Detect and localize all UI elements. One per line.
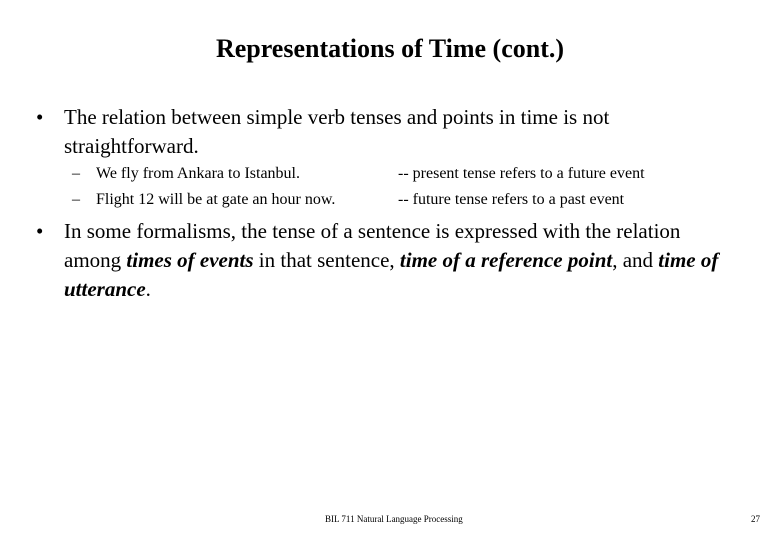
text-run: .: [145, 277, 151, 301]
emphasis-time-of-utterance: time of utterance: [64, 248, 719, 301]
sub-item-marker: –: [72, 165, 80, 182]
sub-item-example: Flight 12 will be at gate an hour now.: [96, 191, 336, 208]
emphasis-times-of-events: times of events: [126, 248, 254, 272]
footer-text: BIL 711 Natural Language Processing: [325, 514, 463, 524]
bullet-item-1: [36, 103, 736, 161]
bullet-text: [64, 217, 736, 304]
bullet-item-2: [36, 217, 736, 304]
page-title: Representations of Time (cont.): [215, 34, 565, 63]
emphasis-time-of-reference-point: time of a reference point: [399, 248, 613, 272]
page-number: 27: [751, 514, 760, 524]
sub-item-note: -- future tense refers to a past event: [398, 191, 625, 208]
text-run: in that sentence,: [253, 248, 400, 272]
bullet-text: The relation between simple verb tenses and points in time is not straightforward.: [64, 105, 610, 158]
sub-item-note: -- present tense refers to a future event: [398, 165, 645, 182]
bullet-marker: •: [36, 105, 44, 129]
text-run: , and: [612, 248, 659, 272]
sub-item-marker: –: [72, 191, 80, 208]
text-run: In some formalisms, the tense of a sentence is expressed with the relation among: [64, 219, 681, 272]
bullet-marker: •: [36, 219, 44, 243]
sub-item-example: We fly from Ankara to Istanbul.: [96, 165, 300, 182]
